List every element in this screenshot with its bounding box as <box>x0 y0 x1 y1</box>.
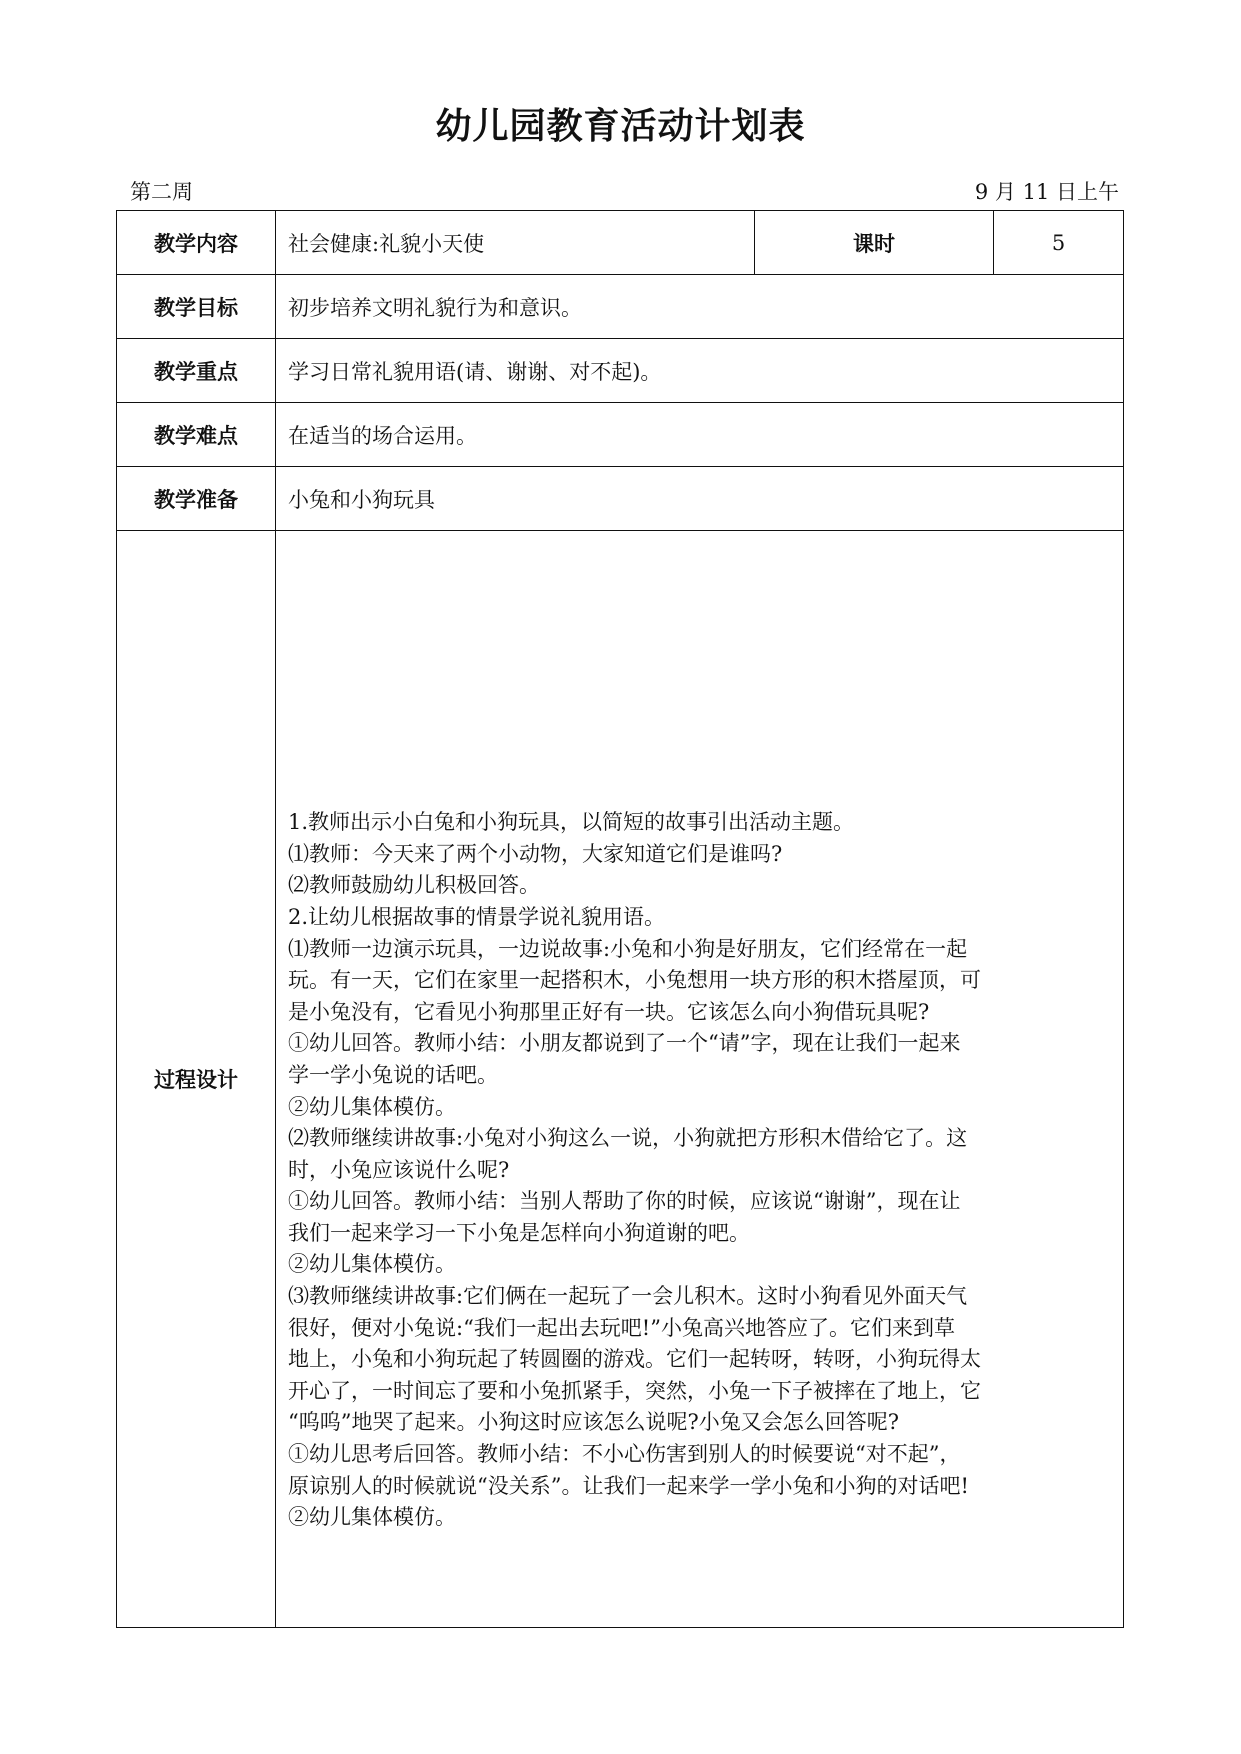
page-title: 幼儿园教育活动计划表 <box>435 106 806 147</box>
date-label: 9 月 11 日上午 <box>974 180 1119 204</box>
hours-label: 课时 <box>755 211 994 275</box>
key-point-label: 教学重点 <box>117 339 276 403</box>
row-goal <box>117 275 1124 339</box>
process-line: 很好，便对小兔说:“我们一起出去玩吧!”小兔高兴地答应了。它们来到草 <box>288 1315 955 1340</box>
process-line: “呜呜”地哭了起来。小狗这时应该怎么说呢?小兔又会怎么回答呢? <box>288 1410 899 1435</box>
week-label: 第二周 <box>130 180 193 204</box>
process-line: 1.教师出示小白兔和小狗玩具，以简短的故事引出活动主题。 <box>288 810 855 835</box>
process-line: ①幼儿回答。教师小结：小朋友都说到了一个“请”字，现在让我们一起来 <box>288 1031 961 1056</box>
difficulty-label: 教学难点 <box>117 403 276 467</box>
row-process <box>117 531 1124 1628</box>
process-line: 我们一起来学习一下小兔是怎样向小狗道谢的吧。 <box>288 1220 750 1245</box>
process-line: ①幼儿回答。教师小结：当别人帮助了你的时候，应该说“谢谢”，现在让 <box>288 1189 961 1214</box>
content-value: 社会健康:礼貌小天使 <box>276 211 755 275</box>
hours-value: 5 <box>994 211 1124 275</box>
goal-value: 初步培养文明礼貌行为和意识。 <box>276 275 1124 339</box>
process-line: ⑶教师继续讲故事:它们俩在一起玩了一会儿积木。这时小狗看见外面天气 <box>288 1284 968 1309</box>
process-line: 是小兔没有，它看见小狗那里正好有一块。它该怎么向小狗借玩具呢? <box>288 999 930 1024</box>
key-point-value: 学习日常礼貌用语(请、谢谢、对不起)。 <box>276 339 1124 403</box>
row-preparation <box>117 467 1124 531</box>
process-line: 原谅别人的时候就说“没关系”。让我们一起来学一学小兔和小狗的对话吧! <box>288 1473 969 1498</box>
row-difficulty <box>117 403 1124 467</box>
plan-table <box>116 210 1124 1628</box>
process-label: 过程设计 <box>117 531 276 1628</box>
preparation-label: 教学准备 <box>117 467 276 531</box>
row-content <box>117 211 1124 275</box>
process-body <box>276 531 1124 1628</box>
process-line: ⑴教师一边演示玩具，一边说故事:小兔和小狗是好朋友，它们经常在一起 <box>288 936 968 961</box>
goal-label: 教学目标 <box>117 275 276 339</box>
process-line: ⑵教师继续讲故事:小兔对小狗这么一说，小狗就把方形积木借给它了。这 <box>288 1126 968 1151</box>
content-label: 教学内容 <box>117 211 276 275</box>
row-key-point <box>117 339 1124 403</box>
preparation-value: 小兔和小狗玩具 <box>276 467 1124 531</box>
process-line: 地上，小兔和小狗玩起了转圆圈的游戏。它们一起转呀，转呀，小狗玩得太 <box>288 1347 981 1372</box>
process-line: ②幼儿集体模仿。 <box>288 1252 456 1277</box>
process-line: ⑵教师鼓励幼儿积极回答。 <box>288 873 540 898</box>
process-line: 玩。有一天，它们在家里一起搭积木，小兔想用一块方形的积木搭屋顶，可 <box>288 968 981 993</box>
process-line: 时，小兔应该说什么呢? <box>288 1157 510 1182</box>
process-line: ②幼儿集体模仿。 <box>288 1505 456 1530</box>
process-line: ②幼儿集体模仿。 <box>288 1094 456 1119</box>
process-line: 学一学小兔说的话吧。 <box>288 1062 498 1087</box>
process-line: 2.让幼儿根据故事的情景学说礼貌用语。 <box>288 904 666 929</box>
difficulty-value: 在适当的场合运用。 <box>276 403 1124 467</box>
process-text <box>288 807 1111 1534</box>
process-line: 开心了，一时间忘了要和小兔抓紧手，突然，小兔一下子被摔在了地上，它 <box>288 1378 981 1403</box>
process-line: ①幼儿思考后回答。教师小结：不小心伤害到别人的时候要说“对不起”， <box>288 1442 961 1467</box>
process-line: ⑴教师：今天来了两个小动物，大家知道它们是谁吗? <box>288 841 783 866</box>
